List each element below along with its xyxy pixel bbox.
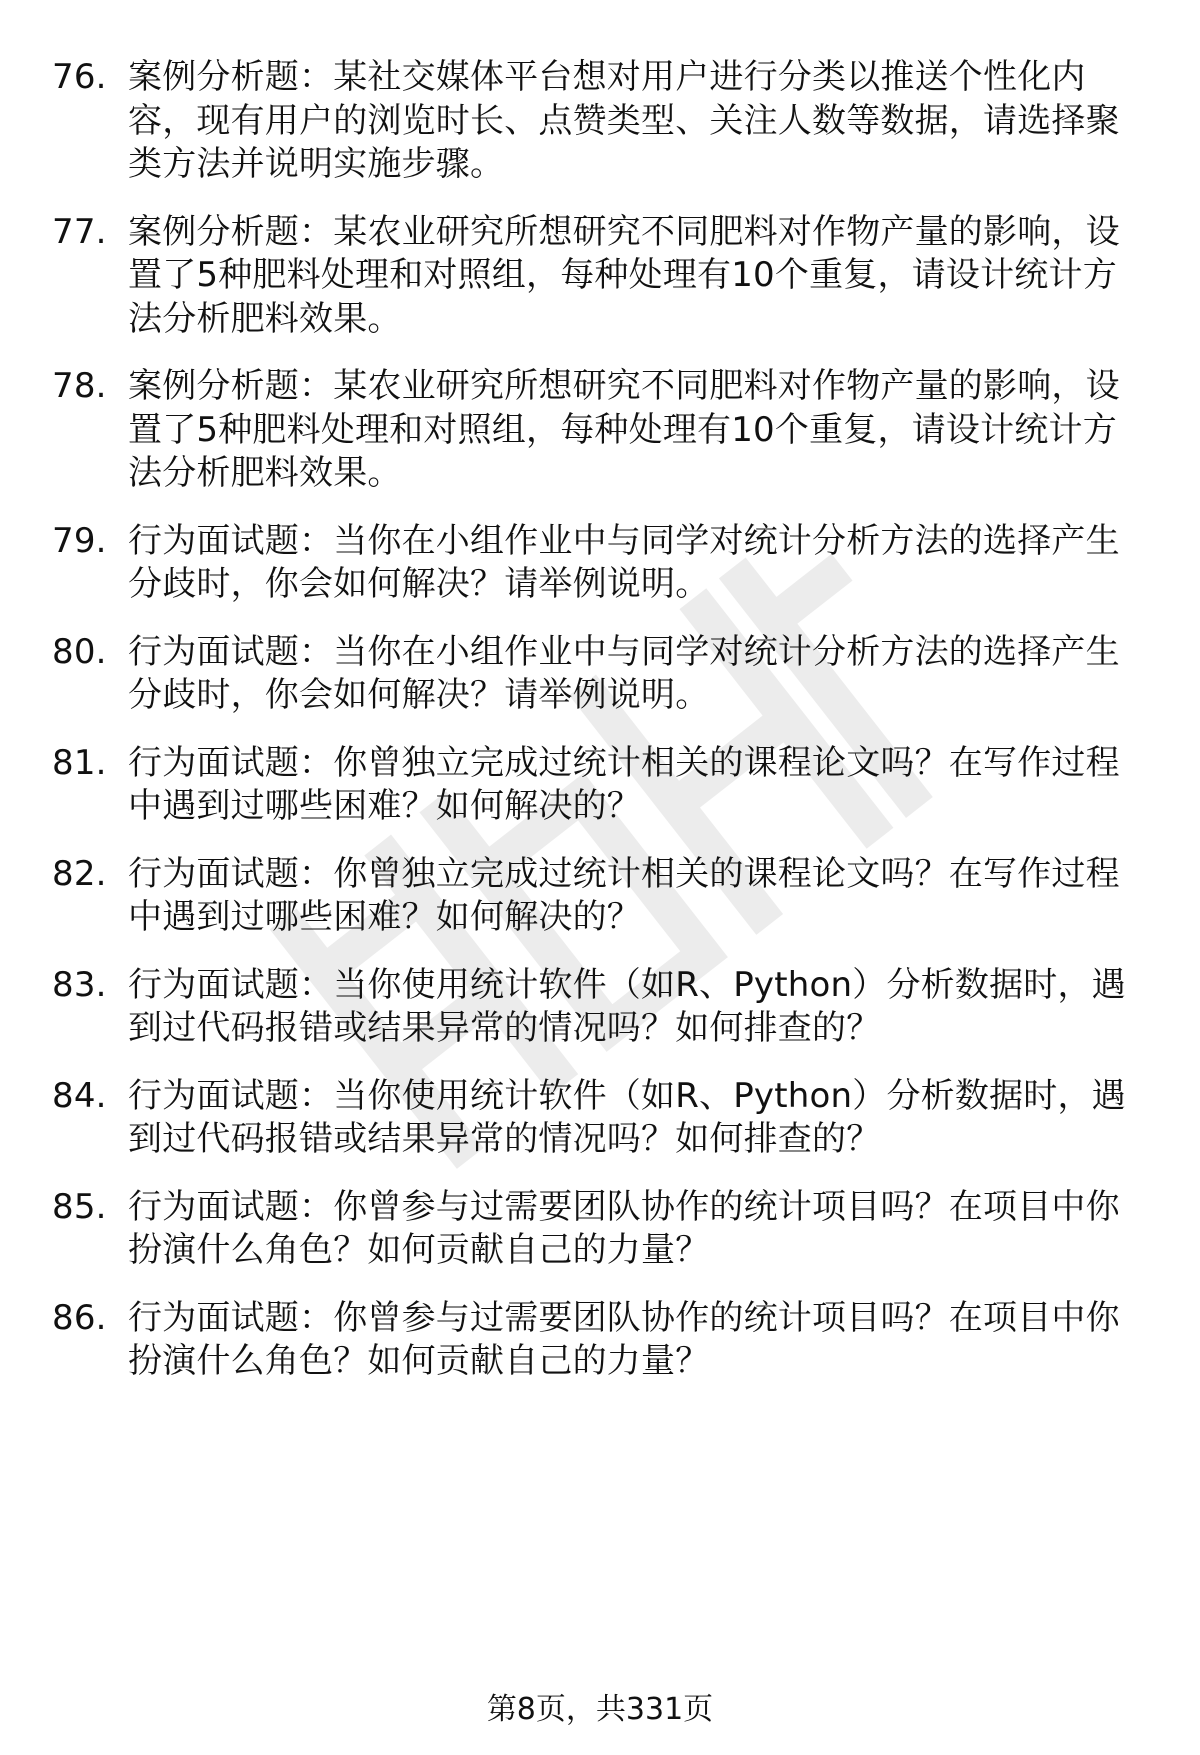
question-item <box>0 1075 1200 1162</box>
question-text: 行为面试题：当你在小组作业中与同学对统计分析方法的选择产生分歧时，你会如何解决？请举例说明。 <box>128 631 1120 715</box>
question-item <box>0 742 1200 829</box>
question-item <box>0 365 1200 496</box>
question-item <box>0 631 1200 718</box>
question-number: 78. <box>52 366 107 406</box>
question-text: 案例分析题：某社交媒体平台想对用户进行分类以推送个性化内容，现有用户的浏览时长、点赞类型、关注人数等数据，请选择聚类方法并说明实施步骤。 <box>128 57 1120 184</box>
question-item <box>0 520 1200 607</box>
question-item <box>0 211 1200 342</box>
question-item <box>0 1186 1200 1273</box>
question-number: 86. <box>52 1297 107 1338</box>
question-number: 80. <box>52 631 107 672</box>
question-item <box>0 1297 1200 1384</box>
question-text: 案例分析题：某农业研究所想研究不同肥料对作物产量的影响，设置了5种肥料处理和对照组，每种处理有10个重复，请设计统计方法分析肥料效果。 <box>128 211 1120 339</box>
question-item <box>0 853 1200 940</box>
question-text: 行为面试题：你曾参与过需要团队协作的统计项目吗？在项目中你扮演什么角色？如何贡献自己的力量？ <box>128 1186 1120 1270</box>
question-item <box>0 56 1200 187</box>
question-number: 85. <box>52 1186 107 1227</box>
question-item <box>0 964 1200 1051</box>
question-number: 77. <box>52 211 107 252</box>
question-text: 行为面试题：你曾独立完成过统计相关的课程论文吗？在写作过程中遇到过哪些困难？如何解决的？ <box>128 853 1120 937</box>
question-text: 行为面试题：当你在小组作业中与同学对统计分析方法的选择产生分歧时，你会如何解决？请举例说明。 <box>128 520 1120 604</box>
question-number: 79. <box>52 520 107 561</box>
question-text: 行为面试题：你曾独立完成过统计相关的课程论文吗？在写作过程中遇到过哪些困难？如何解决的？ <box>128 742 1120 826</box>
question-text: 案例分析题：某农业研究所想研究不同肥料对作物产量的影响，设置了5种肥料处理和对照组，每种处理有10个重复，请设计统计方法分析肥料效果。 <box>128 366 1120 493</box>
question-number: 76. <box>52 57 107 97</box>
page-footer <box>0 1690 1200 1730</box>
question-number: 81. <box>52 742 107 783</box>
question-list <box>0 56 1200 1408</box>
page-number-label: 第8页，共331页 <box>486 1692 714 1727</box>
question-number: 82. <box>52 853 107 894</box>
question-text: 行为面试题：当你使用统计软件（如R、Python）分析数据时，遇到过代码报错或结果异常的情况吗？如何排查的？ <box>128 964 1126 1048</box>
question-text: 行为面试题：当你使用统计软件（如R、Python）分析数据时，遇到过代码报错或结果异常的情况吗？如何排查的？ <box>128 1075 1126 1159</box>
question-number: 84. <box>52 1075 107 1116</box>
question-number: 83. <box>52 964 107 1005</box>
question-text: 行为面试题：你曾参与过需要团队协作的统计项目吗？在项目中你扮演什么角色？如何贡献自己的力量？ <box>128 1297 1120 1381</box>
